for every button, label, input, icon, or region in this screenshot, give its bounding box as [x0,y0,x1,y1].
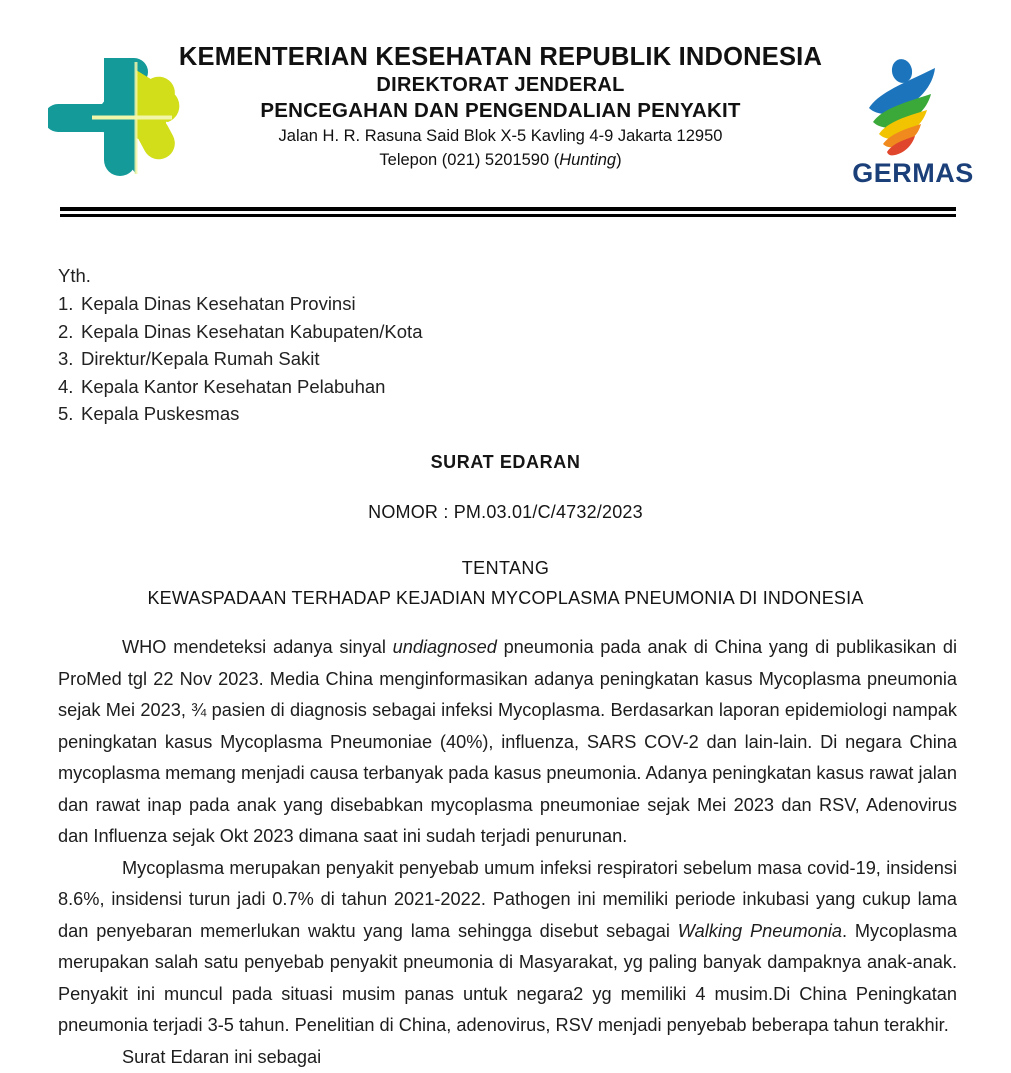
germas-logo-icon [843,52,983,192]
list-item-number: 5. [58,400,81,427]
letterhead [0,0,1011,160]
germas-wordmark: GERMAS [843,158,983,189]
list-item-label: Direktur/Kepala Rumah Sakit [81,345,320,372]
list-item-number: 4. [58,373,81,400]
phone-suffix: ) [616,151,622,169]
header-divider [60,207,956,217]
recipient-salutation: Yth. [58,262,422,289]
paragraph-1-segment-b: pneumonia pada anak di China yang di publikasikan di ProMed tgl 22 Nov 2023. Media China menginformasikan adanya peningkatan kasus Mycoplasma pneumonia sejak Mei 2023, ¾ pasien di diagnosis sebagai infeksi Mycoplasma. Berdasarkan laporan epidemiologi nampak peningkatan kasus Mycoplasma Pneumoniae (40%), influenza, SARS COV-2 dan lain-lain. Di negara China mycoplasma memang menjadi causa terbanyak pada kasus pneumonia. Adanya peningkatan kasus rawat jalan dan rawat inap pada anak yang disebabkan mycoplasma pneumoniae sejak Mei 2023 dan RSV, Adenovirus dan Influenza sejak Okt 2023 dimana saat ini sudah terjadi penurunan. [58,637,957,846]
ministry-name: KEMENTERIAN KESEHATAN REPUBLIK INDONESIA [120,42,881,72]
body-paragraph-3: Surat Edaran ini sebagai [58,1042,957,1073]
list-item [58,318,422,345]
recipient-list [58,290,422,427]
directorate-general: DIREKTORAT JENDERAL [120,72,881,98]
document-number: NOMOR : PM.03.01/C/4732/2023 [0,502,1011,523]
list-item-number: 2. [58,318,81,345]
about-label: TENTANG [0,558,1011,579]
paragraph-2-italic-walking-pneumonia: Walking Pneumonia [678,921,842,941]
list-item [58,345,422,372]
list-item-number: 1. [58,290,81,317]
list-item [58,400,422,427]
phone-hunting-label: Hunting [559,151,616,169]
document-subject: KEWASPADAAN TERHADAP KEJADIAN MYCOPLASMA PNEUMONIA DI INDONESIA [0,588,1011,609]
document-title-block [0,452,1011,609]
paragraph-2-segment-b: . Mycoplasma merupakan salah satu penyebab penyakit pneumonia di Masyarakat, yg paling banyak dampaknya anak-anak. Penyakit ini muncul pada situasi musim panas untuk negara2 yg memiliki 4 musim.Di China Peningkatan pneumonia terjadi 3-5 tahun. Penelitian di China, adenovirus, RSV menjadi penyebab beberapa tahun terakhir. [58,921,957,1036]
list-item-label: Kepala Dinas Kesehatan Kabupaten/Kota [81,318,422,345]
office-address: Jalan H. R. Rasuna Said Blok X-5 Kavling 4-9 Jakarta 12950 [120,125,881,149]
office-phone [120,149,881,173]
list-item-label: Kepala Kantor Kesehatan Pelabuhan [81,373,385,400]
document-type-title: SURAT EDARAN [0,452,1011,473]
paragraph-1-segment-a: WHO mendeteksi adanya sinyal [122,637,393,657]
list-item-label: Kepala Puskesmas [81,400,239,427]
phone-prefix: Telepon (021) 5201590 ( [379,151,559,169]
paragraph-1-italic-undiagnosed: undiagnosed [393,637,497,657]
list-item-number: 3. [58,345,81,372]
list-item [58,290,422,317]
document-body [58,632,957,1073]
list-item-label: Kepala Dinas Kesehatan Provinsi [81,290,356,317]
paragraph-2-segment-a: Mycoplasma merupakan penyakit penyebab umum infeksi respiratori sebelum masa covid-19, insidensi 8.6%, insidensi turun jadi 0.7% di tahun 2021-2022. Pathogen ini memiliki periode inkubasi yang cukup lama dan penyebaran memerlukan waktu yang lama sehingga disebut sebagai [58,858,957,941]
directorate-name: PENCEGAHAN DAN PENGENDALIAN PENYAKIT [120,98,881,125]
kemenkes-logo-icon [48,50,180,182]
list-item [58,373,422,400]
recipient-block [58,262,422,427]
body-paragraph-2 [58,853,957,1042]
body-paragraph-1 [58,632,957,853]
divider-line-bottom [60,214,956,217]
